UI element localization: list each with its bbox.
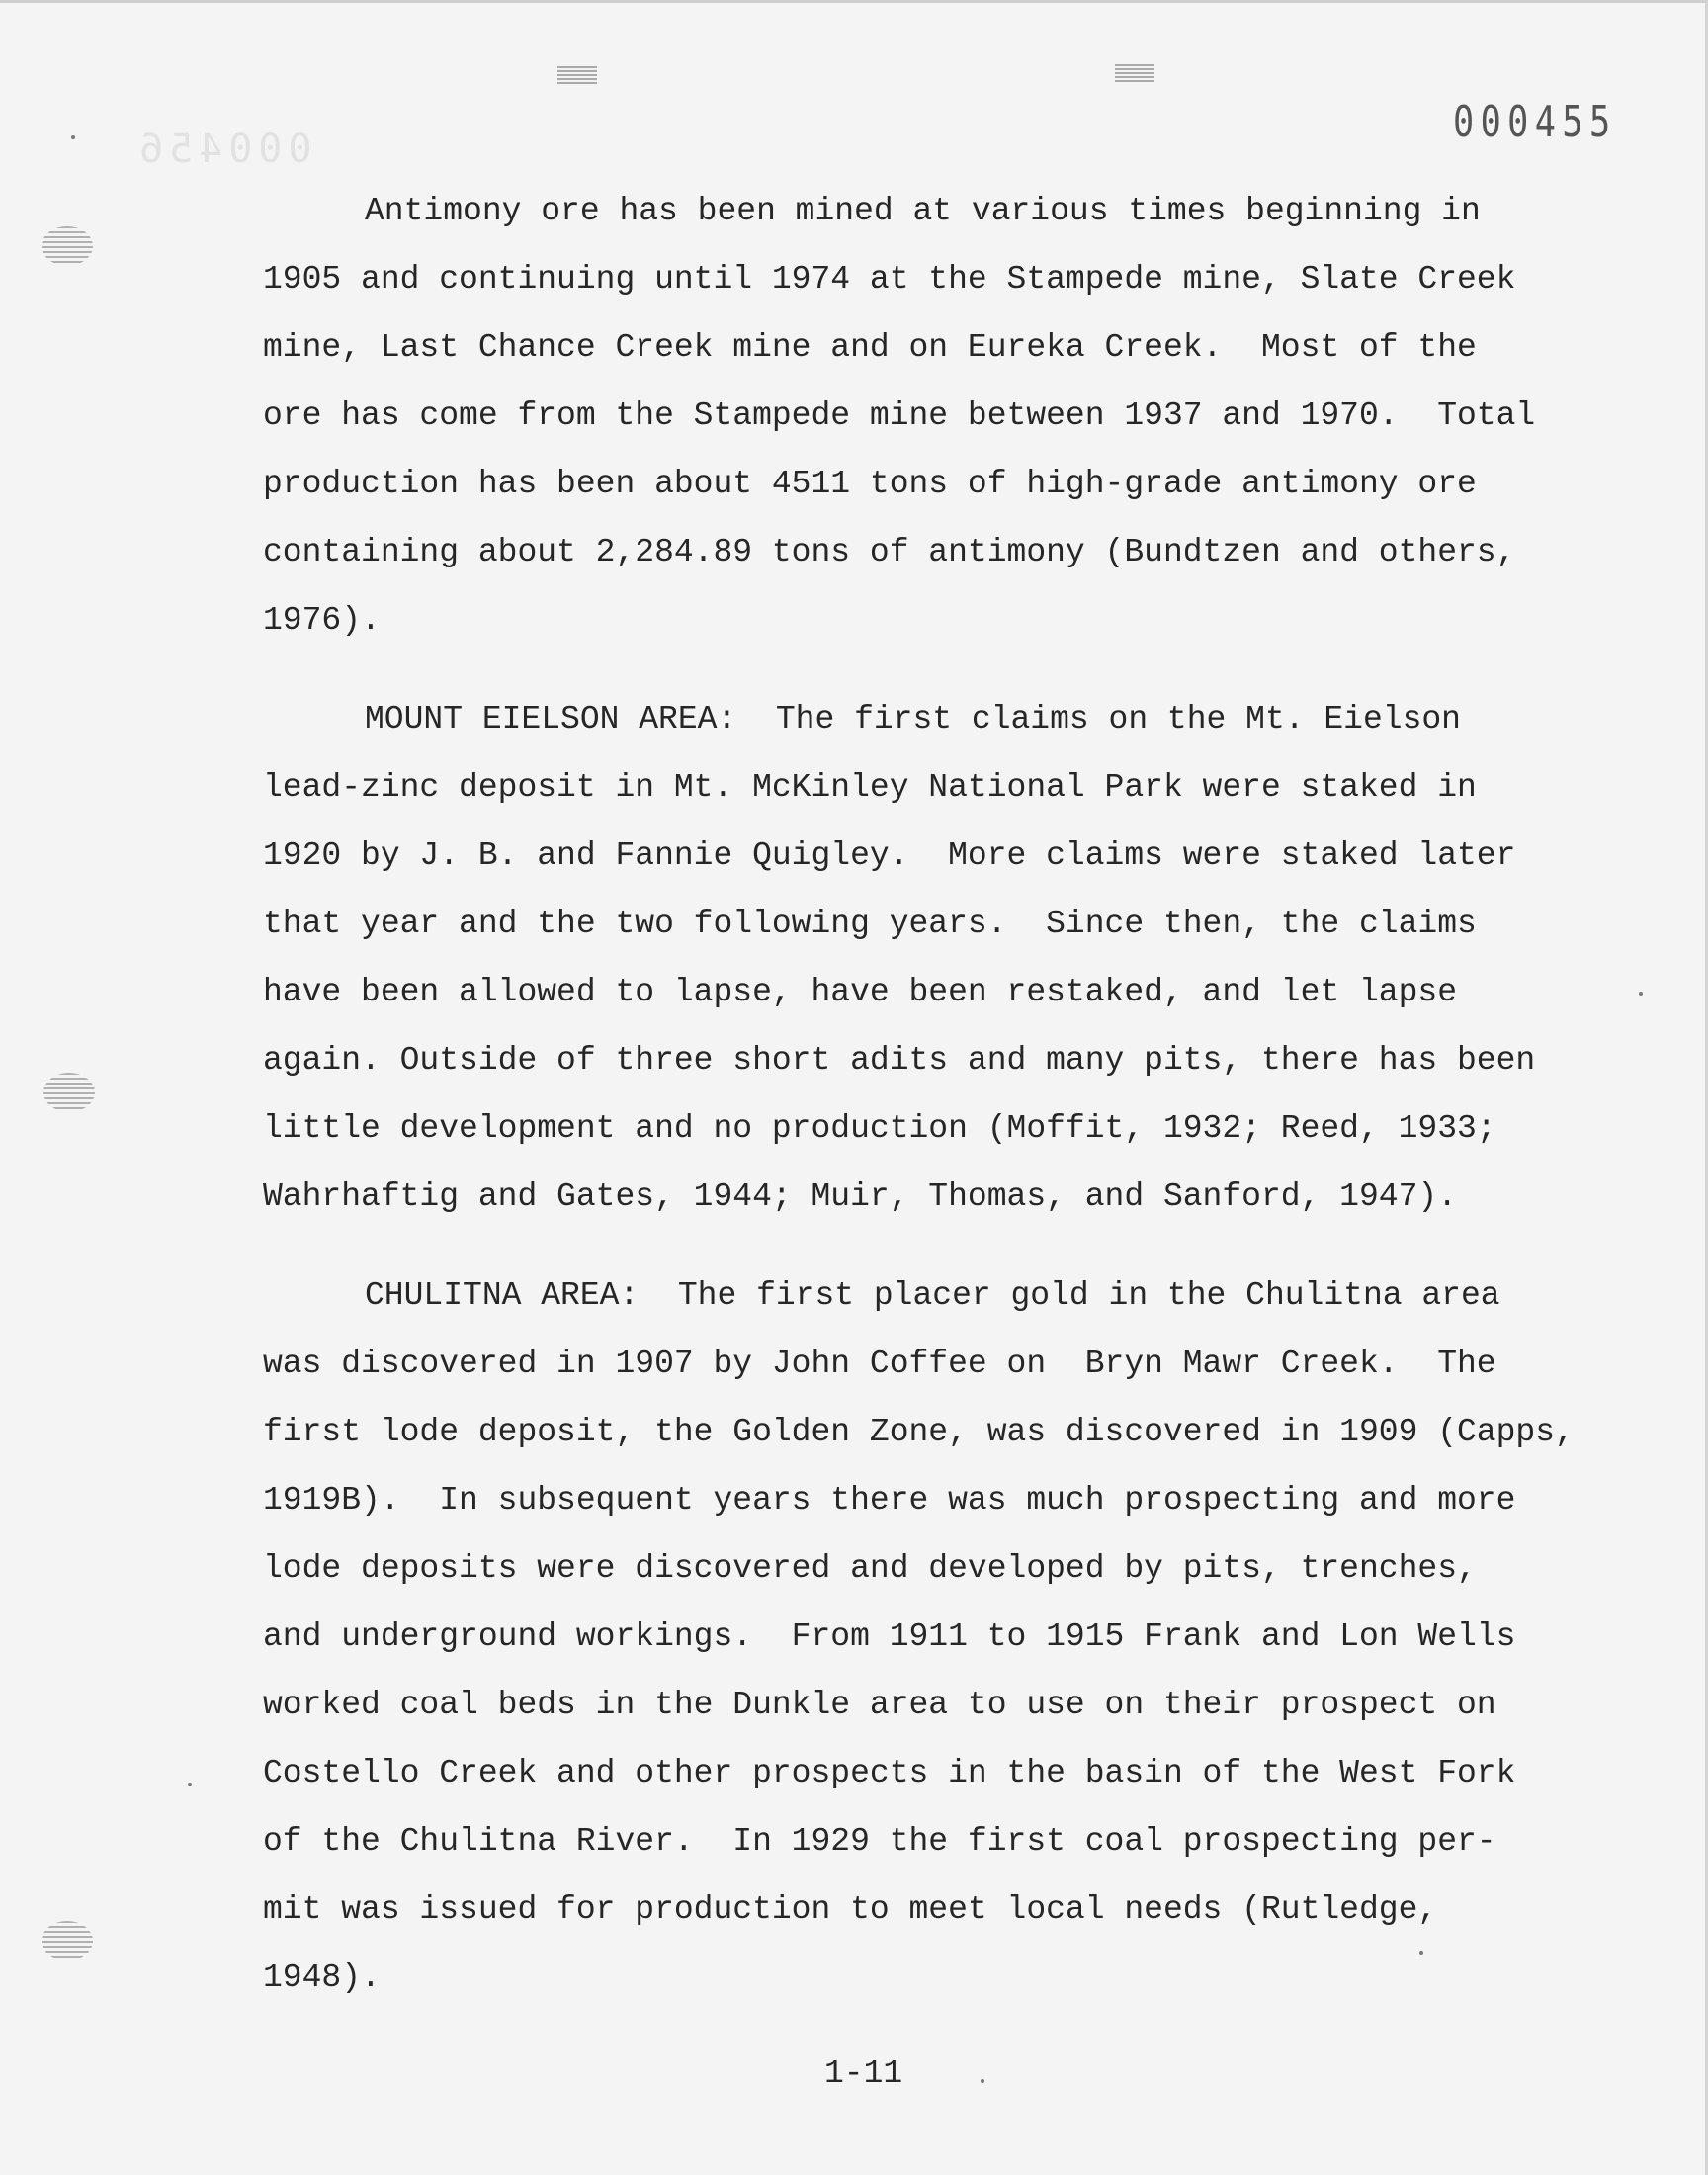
text-line: little development and no production (Moffit, 1932; Reed, 1933; — [263, 1110, 1496, 1147]
document-body — [263, 177, 1647, 2043]
scan-speck — [981, 2079, 984, 2083]
text-line: containing about 2,284.89 tons of antimony (Bundtzen and others, — [263, 534, 1516, 570]
text-line: first lode deposit, the Golden Zone, was discovered in 1909 (Capps, — [263, 1414, 1575, 1450]
text-line: CHULITNA AREA: The first placer gold in the Chulitna area — [365, 1277, 1500, 1314]
text-line: 1948). — [263, 1959, 381, 1996]
paragraph-mount-eielson — [263, 685, 1647, 1231]
text-line: lode deposits were discovered and developed by pits, trenches, — [263, 1550, 1477, 1587]
text-line: of the Chulitna River. In 1929 the first coal prospecting per- — [263, 1823, 1496, 1860]
text-line: was discovered in 1907 by John Coffee on Bryn Mawr Creek. The — [263, 1346, 1496, 1382]
scan-speck — [71, 135, 75, 139]
text-line: 1920 by J. B. and Fannie Quigley. More claims were staked later — [263, 837, 1516, 874]
punch-hole — [42, 1921, 93, 1960]
punch-hole — [43, 1073, 95, 1112]
text-line: 1919B). In subsequent years there was much prospecting and more — [263, 1482, 1516, 1519]
text-line: worked coal beds in the Dunkle area to use on their prospect on — [263, 1687, 1496, 1723]
text-line: MOUNT EIELSON AREA: The first claims on the Mt. Eielson — [365, 701, 1461, 738]
text-line: production has been about 4511 tons of high-grade antimony ore — [263, 466, 1477, 502]
text-line: and underground workings. From 1911 to 1915 Frank and Lon Wells — [263, 1618, 1516, 1655]
text-line: 1976). — [263, 602, 381, 639]
text-line: 1905 and continuing until 1974 at the Stampede mine, Slate Creek — [263, 261, 1516, 298]
page-number: 1-11 — [824, 2055, 903, 2092]
text-line: have been allowed to lapse, have been restaked, and let lapse — [263, 974, 1457, 1010]
bleed-through-stamp: 000456 — [133, 127, 312, 172]
text-line: ore has come from the Stampede mine between 1937 and 1970. Total — [263, 397, 1536, 434]
staple-mark — [557, 66, 597, 86]
scan-speck — [188, 1783, 192, 1786]
text-line: mit was issued for production to meet local needs (Rutledge, — [263, 1891, 1438, 1928]
scan-speck — [1419, 1951, 1423, 1955]
scan-speck — [1639, 992, 1643, 996]
paragraph-antimony — [263, 177, 1647, 654]
punch-hole — [42, 226, 93, 266]
text-line: lead-zinc deposit in Mt. McKinley National Park were staked in — [263, 769, 1477, 806]
text-line: Antimony ore has been mined at various times beginning in — [365, 193, 1481, 229]
text-line: Wahrhaftig and Gates, 1944; Muir, Thomas, and Sanford, 1947). — [263, 1178, 1457, 1215]
staple-mark — [1115, 64, 1154, 84]
text-line: Costello Creek and other prospects in the basin of the West Fork — [263, 1755, 1516, 1791]
text-line: again. Outside of three short adits and many pits, there has been — [263, 1042, 1536, 1079]
document-stamp-number: 000455 — [1453, 97, 1617, 147]
paragraph-chulitna — [263, 1262, 1647, 2012]
text-line: mine, Last Chance Creek mine and on Eureka Creek. Most of the — [263, 329, 1477, 366]
text-line: that year and the two following years. Since then, the claims — [263, 906, 1477, 942]
